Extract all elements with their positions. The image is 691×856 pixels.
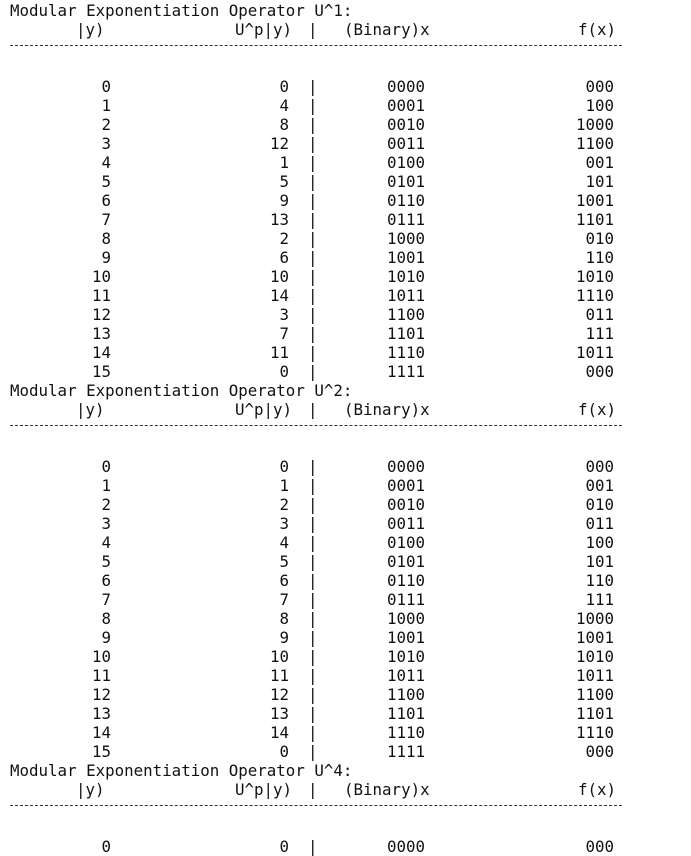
- cell-up: 3: [279, 514, 289, 533]
- table-row: [10, 134, 685, 153]
- header-binary: (Binary)x: [344, 400, 430, 419]
- table-row: [10, 552, 685, 571]
- table-row: [10, 704, 685, 723]
- cell-separator: |: [308, 476, 318, 495]
- cell-fx: 000: [585, 77, 614, 96]
- operator-table: [10, 1, 685, 381]
- cell-y: 9: [101, 628, 111, 647]
- header-y: |y): [76, 400, 105, 419]
- cell-binary: 1101: [387, 324, 426, 343]
- cell-separator: |: [308, 115, 318, 134]
- cell-y: 0: [101, 77, 111, 96]
- cell-binary: 0100: [387, 533, 426, 552]
- cell-binary: 0010: [387, 495, 426, 514]
- table-row: [10, 457, 685, 476]
- cell-y: 6: [101, 571, 111, 590]
- cell-y: 15: [91, 742, 111, 761]
- cell-y: 2: [101, 115, 111, 134]
- cell-up: 9: [279, 628, 289, 647]
- cell-fx: 1011: [575, 666, 614, 685]
- table-row: [10, 514, 685, 533]
- cell-fx: 000: [585, 837, 614, 856]
- cell-separator: |: [308, 704, 318, 723]
- cell-separator: |: [308, 685, 318, 704]
- table-row: [10, 172, 685, 191]
- cell-up: 12: [269, 685, 289, 704]
- header-binary: (Binary)x: [344, 780, 430, 799]
- cell-binary: 1010: [387, 267, 426, 286]
- cell-separator: |: [308, 457, 318, 476]
- cell-fx: 1000: [575, 115, 614, 134]
- cell-up: 2: [279, 229, 289, 248]
- cell-y: 11: [91, 286, 111, 305]
- cell-fx: 1010: [575, 647, 614, 666]
- cell-up: 12: [269, 134, 289, 153]
- cell-separator: |: [308, 343, 318, 362]
- table-row: [10, 77, 685, 96]
- cell-separator: |: [308, 153, 318, 172]
- cell-binary: 0001: [387, 476, 426, 495]
- cell-up: 5: [279, 552, 289, 571]
- cell-y: 4: [101, 533, 111, 552]
- cell-up: 1: [279, 476, 289, 495]
- cell-up: 10: [269, 647, 289, 666]
- cell-y: 13: [91, 704, 111, 723]
- cell-binary: 0000: [387, 457, 426, 476]
- cell-fx: 011: [585, 514, 614, 533]
- header-separator: |: [308, 400, 318, 419]
- cell-up: 2: [279, 495, 289, 514]
- cell-up: 0: [279, 362, 289, 381]
- table-title: Modular Exponentiation Operator U^1:: [10, 1, 353, 20]
- cell-y: 9: [101, 248, 111, 267]
- cell-y: 0: [101, 837, 111, 856]
- cell-separator: |: [308, 514, 318, 533]
- cell-separator: |: [308, 628, 318, 647]
- cell-up: 6: [279, 248, 289, 267]
- header-up: U^p|y): [235, 20, 293, 39]
- cell-binary: 1011: [387, 286, 426, 305]
- cell-binary: 0011: [387, 514, 426, 533]
- cell-separator: |: [308, 267, 318, 286]
- cell-fx: 101: [585, 172, 614, 191]
- table-row: [10, 533, 685, 552]
- cell-binary: 0111: [387, 210, 426, 229]
- cell-binary: 1100: [387, 685, 426, 704]
- header-y: |y): [76, 780, 105, 799]
- cell-up: 7: [279, 590, 289, 609]
- cell-separator: |: [308, 77, 318, 96]
- cell-y: 8: [101, 229, 111, 248]
- cell-binary: 0001: [387, 96, 426, 115]
- cell-y: 6: [101, 191, 111, 210]
- cell-binary: 0110: [387, 571, 426, 590]
- cell-separator: |: [308, 248, 318, 267]
- cell-binary: 0011: [387, 134, 426, 153]
- cell-binary: 0010: [387, 115, 426, 134]
- header-separator: |: [308, 780, 318, 799]
- cell-y: 10: [91, 647, 111, 666]
- cell-separator: |: [308, 191, 318, 210]
- cell-separator: |: [308, 647, 318, 666]
- table-header: [10, 780, 685, 799]
- cell-y: 2: [101, 495, 111, 514]
- header-y: |y): [76, 20, 105, 39]
- cell-y: 15: [91, 362, 111, 381]
- cell-fx: 001: [585, 476, 614, 495]
- cell-fx: 1110: [575, 286, 614, 305]
- cell-fx: 000: [585, 457, 614, 476]
- cell-up: 10: [269, 267, 289, 286]
- cell-up: 13: [269, 210, 289, 229]
- table-row: [10, 115, 685, 134]
- cell-fx: 011: [585, 305, 614, 324]
- cell-up: 4: [279, 533, 289, 552]
- header-separator: |: [308, 20, 318, 39]
- cell-y: 12: [91, 305, 111, 324]
- table-row: [10, 191, 685, 210]
- cell-fx: 110: [585, 248, 614, 267]
- cell-up: 13: [269, 704, 289, 723]
- cell-binary: 1001: [387, 628, 426, 647]
- cell-binary: 0000: [387, 837, 426, 856]
- cell-separator: |: [308, 286, 318, 305]
- cell-y: 13: [91, 324, 111, 343]
- cell-binary: 1000: [387, 609, 426, 628]
- table-row: [10, 210, 685, 229]
- header-up: U^p|y): [235, 400, 293, 419]
- cell-y: 8: [101, 609, 111, 628]
- cell-fx: 1001: [575, 628, 614, 647]
- cell-up: 11: [269, 343, 289, 362]
- cell-up: 0: [279, 77, 289, 96]
- cell-y: 12: [91, 685, 111, 704]
- cell-separator: |: [308, 229, 318, 248]
- header-fx: f(x): [578, 400, 617, 419]
- table-row: [10, 571, 685, 590]
- blank-line: [10, 58, 685, 77]
- operator-table: [10, 761, 685, 856]
- cell-fx: 1010: [575, 267, 614, 286]
- header-binary: (Binary)x: [344, 20, 430, 39]
- cell-binary: 0101: [387, 172, 426, 191]
- cell-y: 7: [101, 590, 111, 609]
- cell-binary: 1111: [387, 362, 426, 381]
- cell-up: 7: [279, 324, 289, 343]
- table-row: [10, 153, 685, 172]
- cell-up: 6: [279, 571, 289, 590]
- cell-y: 11: [91, 666, 111, 685]
- cell-y: 10: [91, 267, 111, 286]
- cell-up: 0: [279, 742, 289, 761]
- cell-binary: 1101: [387, 704, 426, 723]
- table-row: [10, 628, 685, 647]
- cell-up: 0: [279, 837, 289, 856]
- cell-separator: |: [308, 723, 318, 742]
- table-row: [10, 324, 685, 343]
- cell-separator: |: [308, 742, 318, 761]
- cell-separator: |: [308, 172, 318, 191]
- cell-separator: |: [308, 96, 318, 115]
- cell-separator: |: [308, 666, 318, 685]
- cell-separator: |: [308, 571, 318, 590]
- cell-binary: 1010: [387, 647, 426, 666]
- cell-fx: 1100: [575, 685, 614, 704]
- cell-up: 9: [279, 191, 289, 210]
- table-row: [10, 362, 685, 381]
- cell-y: 3: [101, 134, 111, 153]
- cell-separator: |: [308, 533, 318, 552]
- cell-fx: 010: [585, 495, 614, 514]
- table-row: [10, 248, 685, 267]
- table-row: [10, 286, 685, 305]
- cell-fx: 100: [585, 96, 614, 115]
- table-row: [10, 96, 685, 115]
- cell-binary: 1001: [387, 248, 426, 267]
- cell-fx: 1101: [575, 210, 614, 229]
- cell-binary: 1111: [387, 742, 426, 761]
- table-row: [10, 343, 685, 362]
- cell-fx: 101: [585, 552, 614, 571]
- table-row: [10, 742, 685, 761]
- table-row: [10, 685, 685, 704]
- cell-y: 1: [101, 96, 111, 115]
- cell-up: 5: [279, 172, 289, 191]
- cell-up: 1: [279, 153, 289, 172]
- cell-binary: 1000: [387, 229, 426, 248]
- cell-y: 7: [101, 210, 111, 229]
- cell-up: 8: [279, 115, 289, 134]
- blank-line: [10, 438, 685, 457]
- table-row: [10, 666, 685, 685]
- table-row: [10, 723, 685, 742]
- cell-separator: |: [308, 362, 318, 381]
- cell-separator: |: [308, 134, 318, 153]
- cell-y: 5: [101, 172, 111, 191]
- table-title: Modular Exponentiation Operator U^4:: [10, 761, 353, 780]
- cell-separator: |: [308, 305, 318, 324]
- dash-rule: [10, 45, 622, 46]
- cell-y: 4: [101, 153, 111, 172]
- cell-fx: 1001: [575, 191, 614, 210]
- console-output: [10, 1, 685, 856]
- cell-y: 14: [91, 723, 111, 742]
- cell-up: 3: [279, 305, 289, 324]
- cell-binary: 0111: [387, 590, 426, 609]
- cell-separator: |: [308, 590, 318, 609]
- cell-fx: 000: [585, 362, 614, 381]
- blank-line: [10, 818, 685, 837]
- table-row: [10, 476, 685, 495]
- cell-binary: 1100: [387, 305, 426, 324]
- table-row: [10, 590, 685, 609]
- cell-separator: |: [308, 495, 318, 514]
- table-row: [10, 229, 685, 248]
- cell-fx: 000: [585, 742, 614, 761]
- table-header: [10, 20, 685, 39]
- cell-fx: 001: [585, 153, 614, 172]
- table-row: [10, 267, 685, 286]
- cell-fx: 1110: [575, 723, 614, 742]
- table-row: [10, 305, 685, 324]
- cell-up: 14: [269, 723, 289, 742]
- dash-separator: [10, 39, 685, 58]
- cell-separator: |: [308, 552, 318, 571]
- cell-up: 8: [279, 609, 289, 628]
- cell-y: 14: [91, 343, 111, 362]
- cell-up: 11: [269, 666, 289, 685]
- table-header: [10, 400, 685, 419]
- dash-separator: [10, 799, 685, 818]
- cell-fx: 1100: [575, 134, 614, 153]
- operator-table: [10, 381, 685, 761]
- cell-fx: 010: [585, 229, 614, 248]
- table-row: [10, 609, 685, 628]
- cell-up: 14: [269, 286, 289, 305]
- cell-binary: 1110: [387, 343, 426, 362]
- header-fx: f(x): [578, 780, 617, 799]
- cell-fx: 1011: [575, 343, 614, 362]
- cell-binary: 0000: [387, 77, 426, 96]
- dash-separator: [10, 419, 685, 438]
- cell-y: 5: [101, 552, 111, 571]
- cell-separator: |: [308, 210, 318, 229]
- cell-fx: 1101: [575, 704, 614, 723]
- cell-binary: 0101: [387, 552, 426, 571]
- header-up: U^p|y): [235, 780, 293, 799]
- cell-y: 1: [101, 476, 111, 495]
- table-row: [10, 647, 685, 666]
- cell-binary: 1110: [387, 723, 426, 742]
- table-row: [10, 837, 685, 856]
- header-fx: f(x): [578, 20, 617, 39]
- cell-binary: 0100: [387, 153, 426, 172]
- cell-up: 4: [279, 96, 289, 115]
- dash-rule: [10, 805, 622, 806]
- cell-separator: |: [308, 609, 318, 628]
- cell-fx: 111: [585, 324, 614, 343]
- cell-fx: 1000: [575, 609, 614, 628]
- cell-separator: |: [308, 324, 318, 343]
- cell-up: 0: [279, 457, 289, 476]
- dash-rule: [10, 425, 622, 426]
- cell-fx: 110: [585, 571, 614, 590]
- cell-separator: |: [308, 837, 318, 856]
- table-row: [10, 495, 685, 514]
- cell-y: 0: [101, 457, 111, 476]
- table-title: Modular Exponentiation Operator U^2:: [10, 381, 353, 400]
- cell-fx: 100: [585, 533, 614, 552]
- cell-fx: 111: [585, 590, 614, 609]
- cell-y: 3: [101, 514, 111, 533]
- cell-binary: 0110: [387, 191, 426, 210]
- cell-binary: 1011: [387, 666, 426, 685]
